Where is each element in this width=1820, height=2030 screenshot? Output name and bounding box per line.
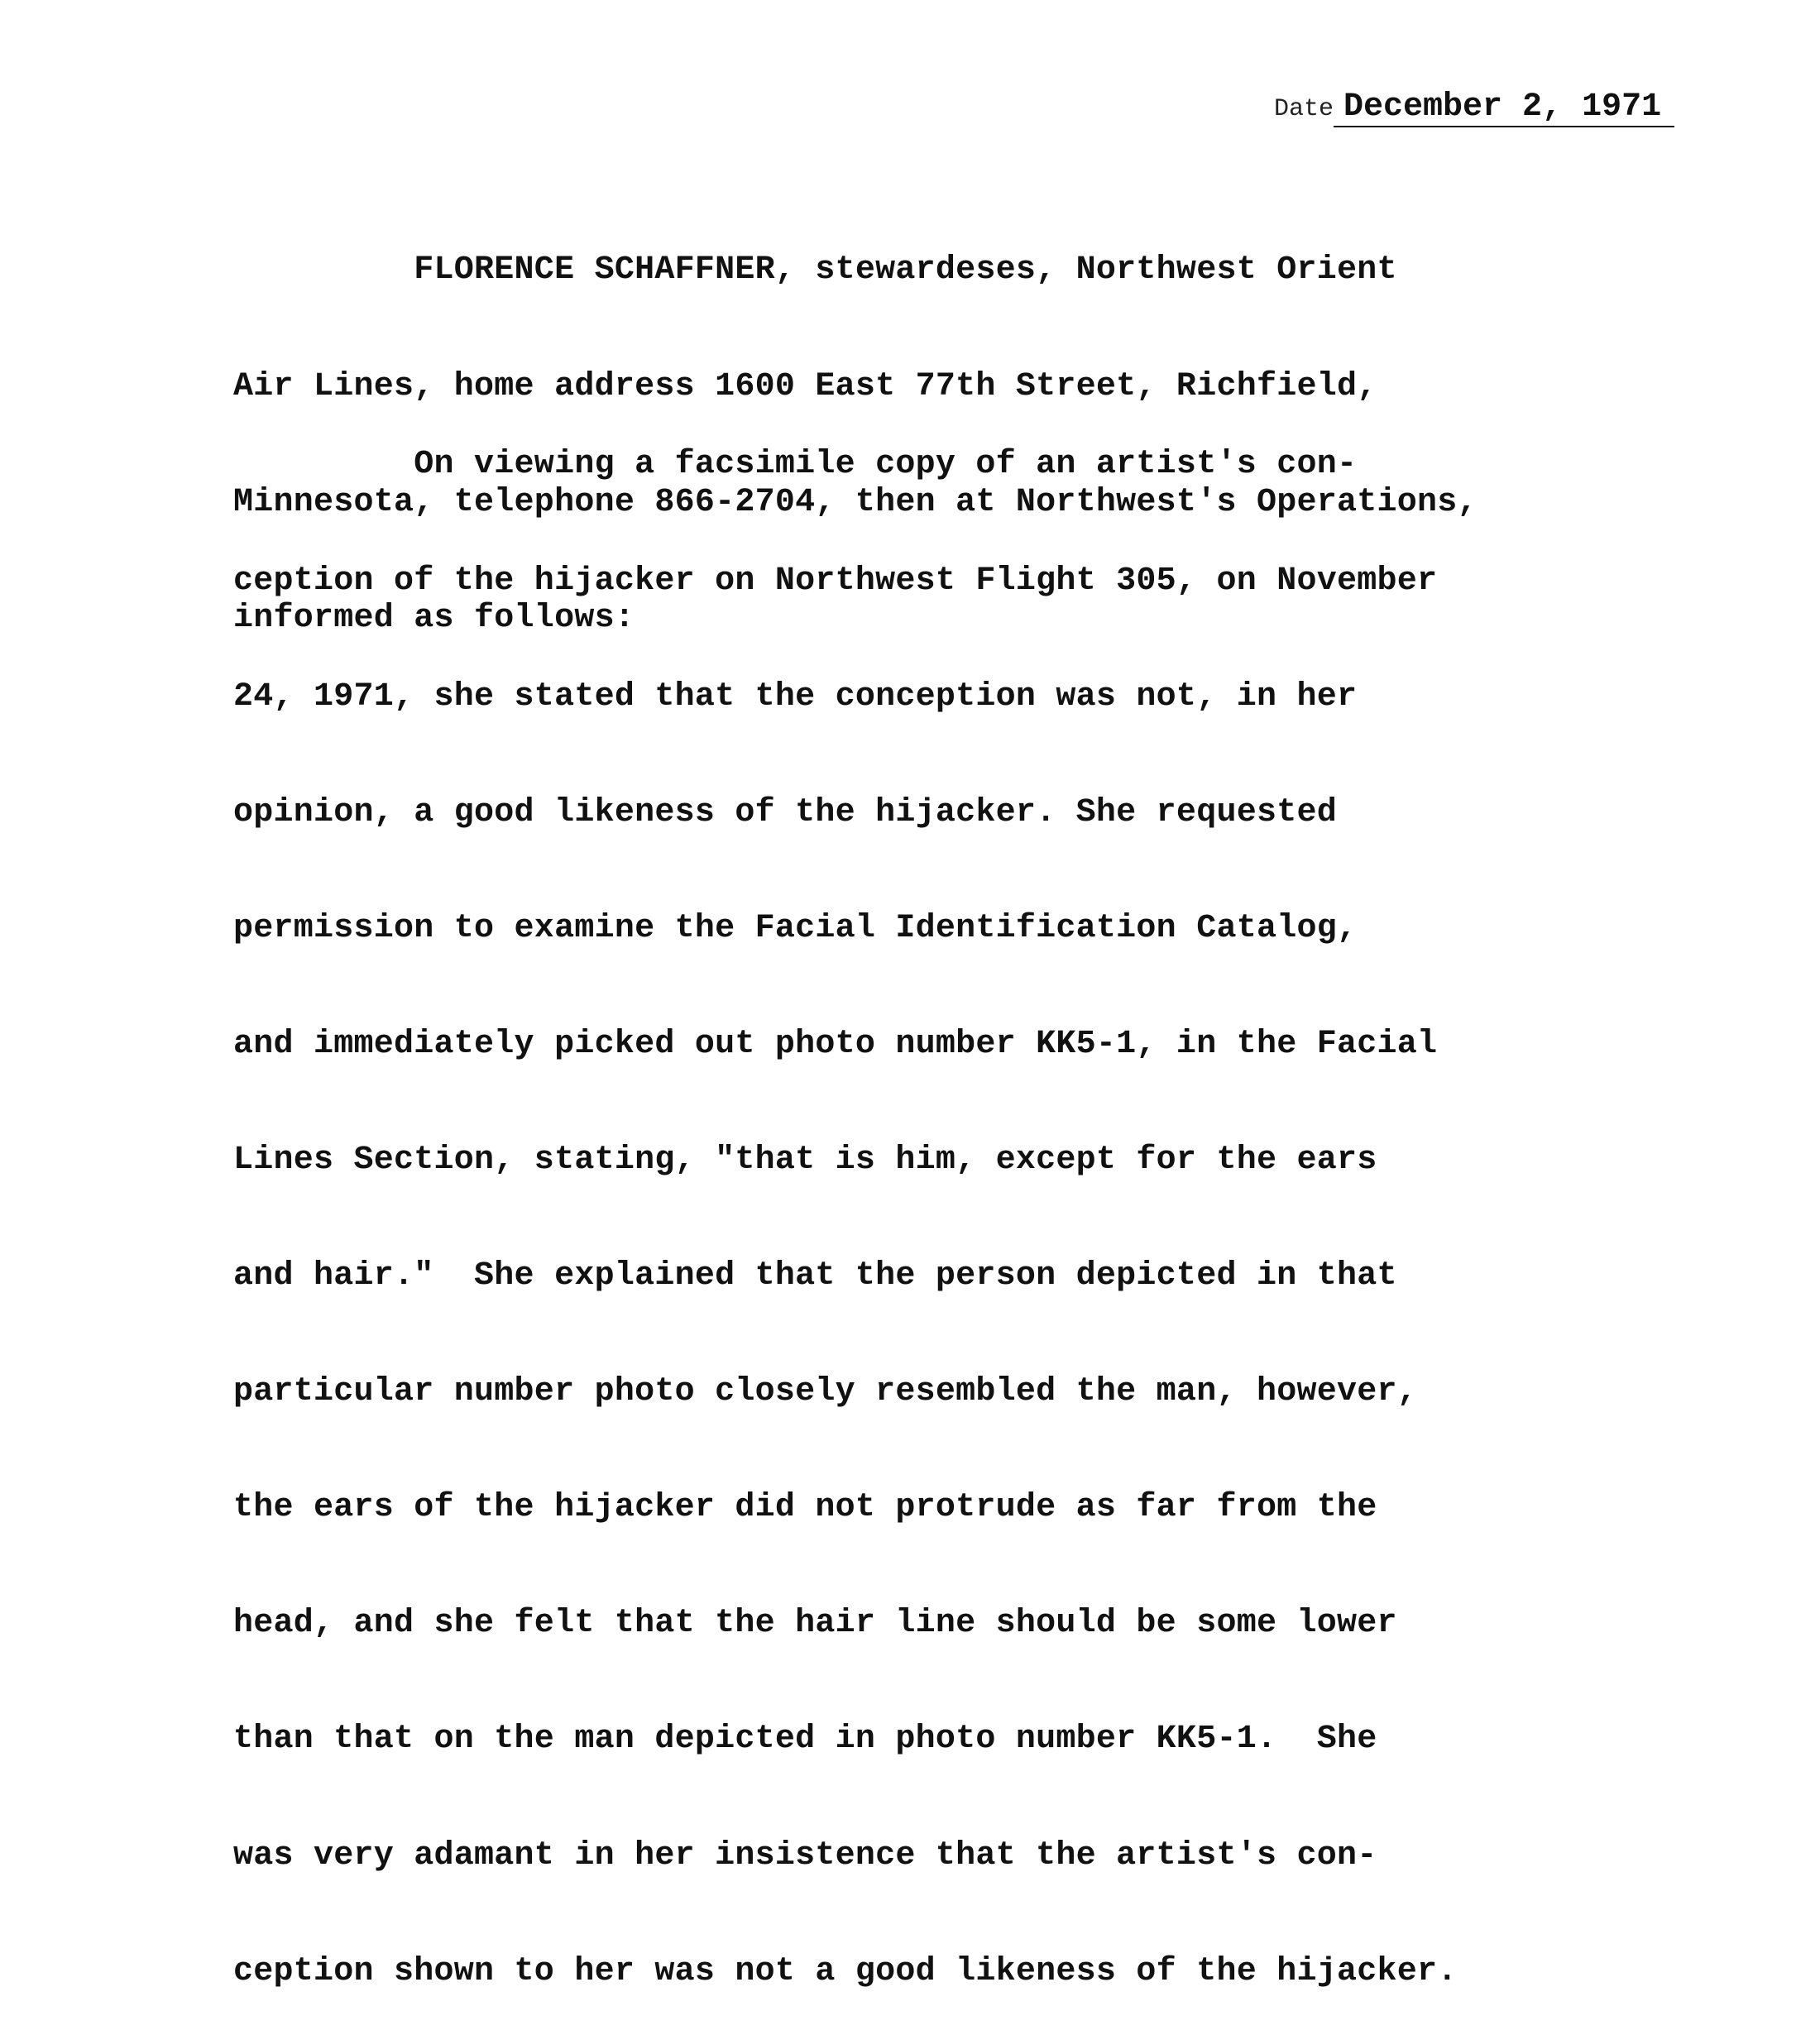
paragraph-line: head, and she felt that the hair line should be some lower [233, 1605, 1397, 1643]
paragraph-line: Air Lines, home address 1600 East 77th Street, Richfield, [233, 367, 1377, 405]
paragraph-line: was very adamant in her insistence that the artist's con- [233, 1836, 1377, 1874]
paragraph-statement [233, 369, 1706, 2030]
date-label: Date [1274, 95, 1334, 123]
paragraph-line: 24, 1971, she stated that the conception was not, in her [233, 677, 1358, 716]
paragraph-line: Minnesota, telephone 866-2704, then at Northwest's Operations, [233, 483, 1478, 521]
date-line [1274, 89, 1674, 127]
paragraph-line: particular number photo closely resembled the man, however, [233, 1373, 1417, 1411]
paragraph-line: informed as follows: [233, 599, 635, 637]
paragraph-line: On viewing a facsimile copy of an artist's con- [233, 446, 1358, 484]
paragraph-line: the ears of the hijacker did not protrude as far from the [233, 1489, 1377, 1527]
paragraph-line: opinion, a good likeness of the hijacker. She requested [233, 793, 1337, 831]
paragraph-line: and hair." She explained that the person depicted in that [233, 1257, 1397, 1295]
paragraph-line: FLORENCE SCHAFFNER, stewardeses, Northwest Orient [233, 251, 1397, 290]
paragraph-line: permission to examine the Facial Identification Catalog, [233, 909, 1358, 947]
paragraph-line: ception shown to her was not a good likeness of the hijacker. [233, 1952, 1458, 1990]
paragraph-line: ception of the hijacker on Northwest Flight 305, on November [233, 562, 1438, 600]
paragraph-line: Lines Section, stating, "that is him, except for the ears [233, 1141, 1377, 1179]
paragraph-line: and immediately picked out photo number KK5-1, in the Facial [233, 1025, 1438, 1063]
date-value: December 2, 1971 [1334, 89, 1674, 127]
paragraph-line: than that on the man depicted in photo number KK5-1. She [233, 1721, 1377, 1759]
